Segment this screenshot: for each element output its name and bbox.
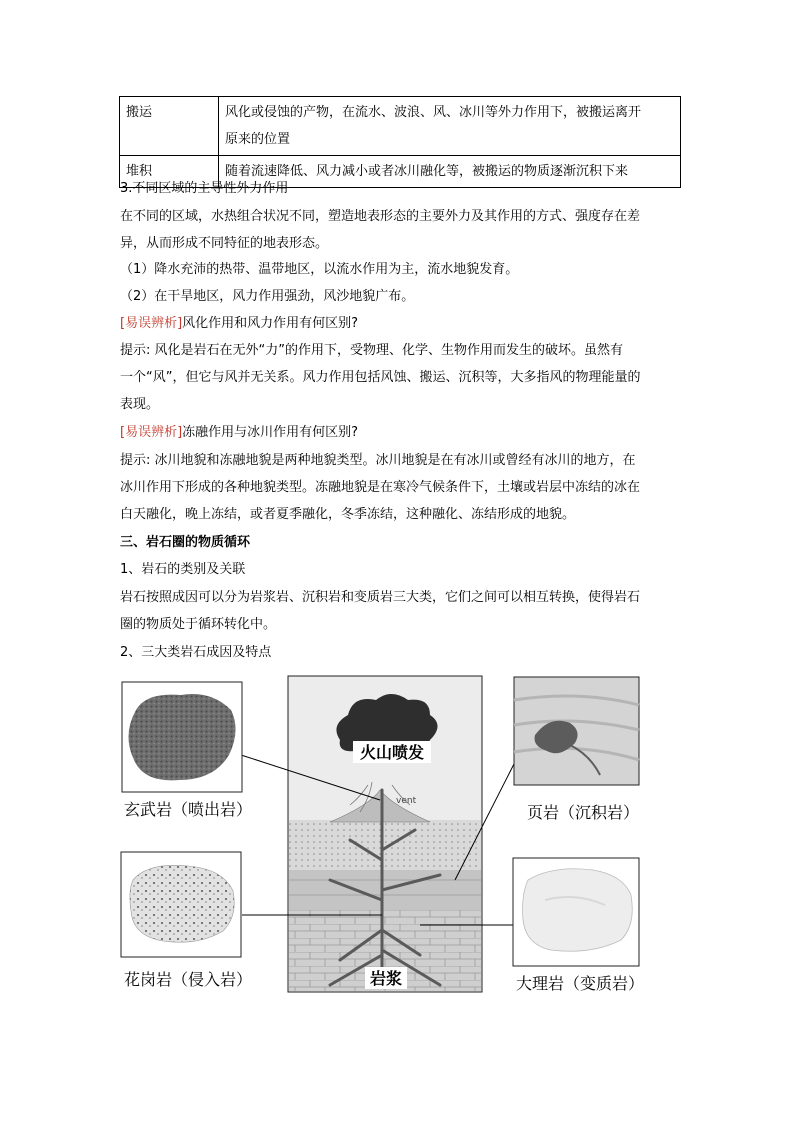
granite-photo	[121, 852, 241, 957]
volcano-panel	[288, 676, 482, 992]
tip-question-text: 冻融作用与冰川作用有何区别?	[182, 425, 359, 440]
table-desc-line: 风化或侵蚀的产物，在流水、波浪、风、冰川等外力作用下，被搬运离开	[225, 105, 642, 120]
granite-caption: 花岗岩（侵入岩）	[124, 970, 253, 989]
marble-photo	[513, 858, 639, 966]
vent-label: vent	[396, 796, 417, 806]
shale-photo	[514, 677, 639, 785]
paragraph-line: 提示: 冰川地貌和冻融地貌是两种地貌类型。冰川地貌是在有冰川或曾经有冰川的地方，在	[120, 453, 636, 468]
tip-tag: [易误辨析]	[120, 425, 183, 440]
tip-tag: [易误辨析]	[120, 316, 183, 331]
paragraph-line: 冰川作用下形成的各种地貌类型。冻融地貌是在寒冷气候条件下，土壤或岩层中冻结的冰在	[120, 480, 641, 495]
paragraph-line: 提示: 风化是岩石在无外“力”的作用下，受物理、化学、生物作用而发生的破坏。虽然有	[120, 343, 623, 358]
table-desc-line: 随着流速降低、风力减小或者冰川融化等，被搬运的物质逐渐沉积下来	[225, 164, 629, 179]
basalt-photo	[122, 682, 242, 792]
list-item: （1）降水充沛的热带、温带地区，以流水作用为主，流水地貌发育。	[120, 262, 519, 277]
section-heading: 3.不同区域的主导性外力作用	[120, 181, 289, 196]
section-heading: 三、岩石圈的物质循环	[120, 535, 251, 550]
paragraph-line: 表现。	[120, 397, 160, 412]
subsection-heading: 1、岩石的类别及关联	[120, 562, 246, 577]
table-term: 堆积	[120, 156, 219, 188]
paragraph-line: 岩石按照成因可以分为岩浆岩、沉积岩和变质岩三大类，它们之间可以相互转换，使得岩石	[120, 590, 641, 605]
table-desc-line: 原来的位置	[225, 132, 291, 147]
basalt-caption: 玄武岩（喷出岩）	[124, 800, 253, 819]
subsection-heading: 2、三大类岩石成因及特点	[120, 645, 272, 660]
tip-question-text: 风化作用和风力作用有何区别?	[182, 316, 359, 331]
volcano-label: 火山喷发	[359, 743, 425, 762]
marble-caption: 大理岩（变质岩）	[516, 974, 645, 993]
list-item: （2）在干旱地区，风力作用强劲，风沙地貌广布。	[120, 289, 415, 304]
shale-caption: 页岩（沉积岩）	[527, 803, 640, 822]
paragraph-line: 在不同的区域，水热组合状况不同，塑造地表形态的主要外力及其作用的方式、强度存在差	[120, 209, 641, 224]
paragraph-line: 白天融化，晚上冻结，或者夏季融化，冬季冻结，这种融化、冻结形成的地貌。	[120, 507, 576, 522]
table-term: 搬运	[120, 97, 219, 156]
paragraph-line: 圈的物质处于循环转化中。	[120, 617, 277, 632]
paragraph-line: 一个“风”，但它与风并无关系。风力作用包括风蚀、搬运、沉积等，大多指风的物理能量的	[120, 370, 641, 385]
paragraph-line: 异，从而形成不同特征的地表形态。	[120, 236, 329, 251]
magma-label: 岩浆	[369, 969, 403, 988]
